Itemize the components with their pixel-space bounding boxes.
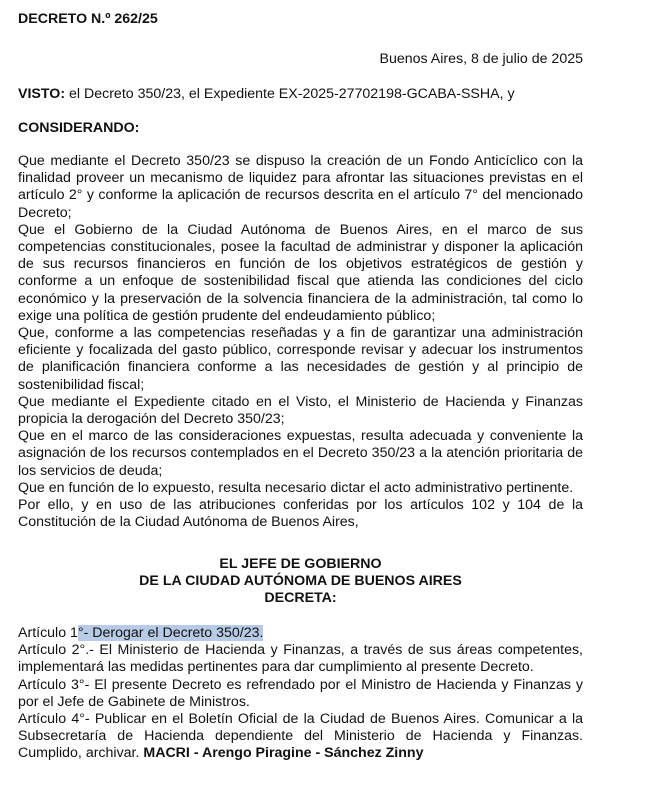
visto-label: VISTO: xyxy=(18,86,66,102)
decreta-heading xyxy=(18,556,583,607)
considerando-label: CONSIDERANDO: xyxy=(18,120,140,136)
article-4-text: Artículo 4°- Publicar en el Boletín Oficial de la Ciudad de Buenos Aires. Comunicar a la Subsecretaría de Hacienda dependiente del Ministerio de Hacienda y Finanzas. Cumplido, archivar. xyxy=(18,711,583,762)
article-3: Artículo 3°- El presente Decreto es refrendado por el Ministro de Hacienda y Finanzas y por el Jefe de Gabinete de Ministros. xyxy=(18,676,583,710)
considerandos-section xyxy=(18,153,583,531)
heading-line-1: EL JEFE DE GOBIERNO xyxy=(219,556,382,572)
article-4 xyxy=(18,711,583,763)
visto-text: el Decreto 350/23, el Expediente EX-2025-27702198-GCABA-SSHA, y xyxy=(65,86,515,102)
decree-date: Buenos Aires, 8 de julio de 2025 xyxy=(379,51,583,67)
decree-title: DECRETO N.º 262/25 xyxy=(18,11,158,27)
article-1 xyxy=(18,625,583,642)
considerando-paragraph: Que el Gobierno de la Ciudad Autónoma de Buenos Aires, en el marco de sus competencias constitucionales, posee la facultad de administrar y disponer la aplicación de sus recursos financieros en función de los objetivos estratégicos de gestión y conforme a un enfoque de sostenibilidad fiscal que atienda las condiciones del ciclo económico y la preservación de la solvencia financiera de la administración, tal como lo exige una política de gestión prudente del endeudamiento público; xyxy=(18,221,583,324)
signatures: MACRI - Arengo Piragine - Sánchez Zinny xyxy=(143,745,424,762)
visto-line xyxy=(18,86,583,103)
article-1-prefix: Artículo 1 xyxy=(18,625,78,641)
articles-section xyxy=(18,625,583,763)
considerando-paragraph: Que en el marco de las consideraciones expuestas, resulta adecuada y conveniente la asignación de los recursos contemplados en el Decreto 350/23 a la atención prioritaria de los servicios de deuda; xyxy=(18,428,583,479)
considerando-paragraph: Por ello, y en uso de las atribuciones conferidas por los artículos 102 y 104 de la Constitución de la Ciudad Autónoma de Buenos Aires, xyxy=(18,497,583,531)
considerando-paragraph: Que, conforme a las competencias reseñadas y a fin de garantizar una administración eficiente y focalizada del gasto público, corresponde revisar y adecuar los instrumentos de planificación financiera conforme a las necesidades de gestión y al principio de sostenibilidad fiscal; xyxy=(18,325,583,393)
considerando-paragraph: Que mediante el Expediente citado en el Visto, el Ministerio de Hacienda y Finanzas propicia la derogación del Decreto 350/23; xyxy=(18,393,583,428)
considerando-paragraph: Que mediante el Decreto 350/23 se dispuso la creación de un Fondo Anticíclico con la finalidad proveer un mecanismo de liquidez para afrontar las situaciones previstas en el artículo 2° y conforme la aplicación de recursos descrita en el artículo 7° del mencionado Decreto; xyxy=(18,153,583,221)
considerando-paragraph: Que en función de lo expuesto, resulta necesario dictar el acto administrativo pertinente. xyxy=(18,479,574,496)
article-2: Artículo 2°.- El Ministerio de Hacienda y Finanzas, a través de sus áreas competentes, implementará las medidas pertinentes para dar cumplimiento al presente Decreto. xyxy=(18,642,583,676)
selected-text-highlight[interactable]: °- Derogar el Decreto 350/23. xyxy=(77,625,264,641)
heading-line-3: DECRETA: xyxy=(264,590,337,606)
heading-line-2: DE LA CIUDAD AUTÓNOMA DE BUENOS AIRES xyxy=(139,573,462,589)
